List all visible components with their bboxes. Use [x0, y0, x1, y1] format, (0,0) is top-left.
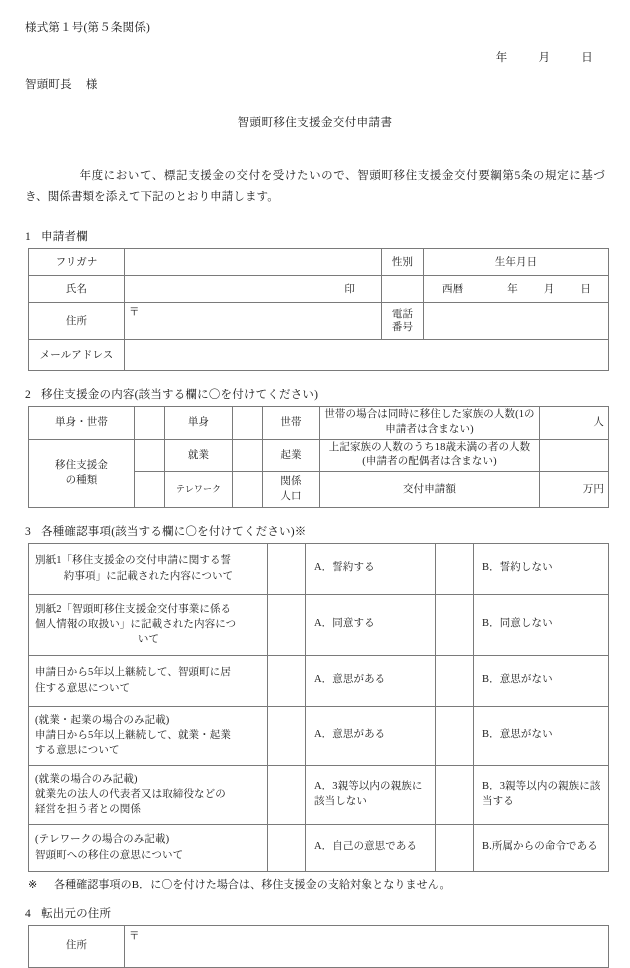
checkbox-telework[interactable]: [135, 472, 165, 507]
table-row-email: [29, 340, 609, 371]
checkbox-related-population[interactable]: [233, 472, 263, 507]
label-single-or-household: 単身・世帯: [29, 407, 135, 439]
section1-heading: [25, 228, 605, 244]
value-telephone[interactable]: [424, 303, 609, 340]
date-line: [25, 49, 605, 65]
addressee-name: 智頭町長: [25, 78, 72, 91]
question-pledge-line1: 別紙1「移住支援金の交付申請に関する誓: [35, 555, 232, 567]
label-previous-address: 住所: [29, 925, 125, 967]
option-related-population-line1: 関係: [280, 476, 302, 488]
checkbox-residence-a[interactable]: [268, 655, 306, 706]
table-row: [29, 824, 609, 871]
section3-note: [28, 876, 605, 892]
checkbox-single[interactable]: [135, 407, 165, 439]
question-relative-relation-line3: 経営を担う者との関係: [35, 804, 141, 816]
question-telework-intent: [29, 824, 268, 871]
option-privacy-a: A．同意する: [306, 594, 436, 655]
question-telework-intent-line1: (テレワークの場合のみ記載): [35, 834, 170, 846]
date-day-label: 日: [581, 51, 593, 64]
label-telephone-line1: 電話: [391, 309, 414, 321]
option-telework-intent-b: B.所属からの命令である: [474, 824, 609, 871]
option-work-continuation-a: A．意思がある: [306, 706, 436, 765]
value-name[interactable]: [125, 276, 382, 303]
value-furigana[interactable]: [125, 249, 382, 276]
question-residence-line2: 住する意思について: [35, 682, 131, 694]
question-work-continuation: [29, 706, 268, 765]
question-relative-relation-line1: (就業の場合のみ記載): [35, 773, 138, 785]
label-name: 氏名: [29, 276, 125, 303]
checkbox-household[interactable]: [233, 407, 263, 439]
question-pledge-line2: 約事項」に記載された内容について: [63, 570, 234, 582]
checkbox-telework-intent-a[interactable]: [268, 824, 306, 871]
label-telephone-line2: 番号: [391, 322, 414, 334]
label-birthdate: 生年月日: [424, 249, 609, 276]
value-gender[interactable]: [382, 276, 424, 303]
value-minor-count[interactable]: [540, 439, 609, 471]
question-work-continuation-line2: 申請日から5年以上継続して、就業・起業: [35, 729, 231, 741]
table-row: [29, 543, 609, 594]
question-privacy-line3: いて: [137, 634, 160, 646]
description-minor-count: 上記家族の人数のうち18歳未満の者の人数(申請者の配偶者は含まない): [320, 439, 540, 471]
table-row-support-type-1: [29, 439, 609, 471]
option-residence-b: B．意思がない: [474, 655, 609, 706]
option-pledge-b: B．誓約しない: [474, 543, 609, 594]
option-pledge-a: A．誓約する: [306, 543, 436, 594]
value-birthdate[interactable]: [424, 276, 609, 303]
date-month-label: 月: [538, 51, 551, 64]
intro-text: 年度において、標記支援金の交付を受けたいので、智頭町移住支援金交付要綱第5条の規定に基づき、関係書類を添えて下記のとおり申請します。: [25, 169, 605, 204]
form-number: 様式第１号(第５条関係): [25, 22, 151, 34]
checkbox-pledge-b[interactable]: [436, 543, 474, 594]
checkbox-work-continuation-b[interactable]: [436, 706, 474, 765]
label-gender: 性別: [382, 249, 424, 276]
section4-title: 転出元の住所: [41, 907, 112, 920]
question-work-continuation-line1: (就業・起業の場合のみ記載): [35, 714, 170, 726]
checkbox-relative-relation-b[interactable]: [436, 765, 474, 824]
table-row-previous-address: [29, 925, 609, 967]
checkbox-startup[interactable]: [233, 439, 263, 471]
label-furigana: フリガナ: [29, 249, 125, 276]
section2-number: 2: [25, 389, 31, 402]
postal-mark-icon: 〒: [129, 307, 140, 319]
addressee-line: [25, 76, 605, 92]
label-email: メールアドレス: [29, 340, 125, 371]
option-relative-relation-a: A．3親等以内の親族に該当しない: [306, 765, 436, 824]
birth-day-label: 日: [580, 283, 592, 295]
table-row-name: [29, 276, 609, 303]
checkbox-relative-relation-a[interactable]: [268, 765, 306, 824]
question-residence: [29, 655, 268, 706]
option-related-population: [263, 472, 320, 507]
checkbox-pledge-a[interactable]: [268, 543, 306, 594]
checkbox-work-continuation-a[interactable]: [268, 706, 306, 765]
label-support-type-line2: の種類: [65, 475, 98, 487]
value-previous-address[interactable]: [125, 925, 609, 967]
question-relative-relation-line2: 就業先の法人の代表者又は取締役などの: [35, 788, 226, 800]
option-employment: 就業: [165, 439, 233, 471]
option-single: 単身: [165, 407, 233, 439]
confirmation-items-table: [28, 543, 609, 872]
section4-heading: [25, 905, 605, 921]
option-work-continuation-b: B．意思がない: [474, 706, 609, 765]
document-title: 智頭町移住支援金交付申請書: [237, 116, 393, 129]
note-text: 各種確認事項のB．に〇を付けた場合は、移住支援金の支給対象となりません。: [54, 878, 451, 891]
question-pledge: [29, 543, 268, 594]
option-privacy-b: B．同意しない: [474, 594, 609, 655]
question-privacy-line1: 別紙2「智頭町移住支援金交付事業に係る: [35, 603, 232, 615]
option-residence-a: A．意思がある: [306, 655, 436, 706]
table-row-household-type: [29, 407, 609, 439]
value-family-count[interactable]: 人: [540, 407, 609, 439]
option-household: 世帯: [263, 407, 320, 439]
description-grant-amount: 交付申請額: [320, 472, 540, 507]
section3-heading: [25, 523, 605, 539]
section3-title: 各種確認事項(該当する欄に〇を付けてください)※: [41, 525, 307, 538]
table-row: [29, 594, 609, 655]
checkbox-telework-intent-b[interactable]: [436, 824, 474, 871]
era-label: 西暦: [442, 283, 464, 295]
addressee-honorific: 様: [85, 78, 98, 91]
checkbox-residence-b[interactable]: [436, 655, 474, 706]
option-telework-intent-a: A．自己の意思である: [306, 824, 436, 871]
value-address[interactable]: [125, 303, 382, 340]
support-content-table: [28, 406, 609, 507]
question-residence-line1: 申請日から5年以上継続して、智頭町に居: [35, 667, 231, 679]
table-row: [29, 706, 609, 765]
birth-month-label: 月: [543, 283, 555, 295]
option-telework: テレワーク: [165, 472, 233, 507]
note-mark-icon: ※: [28, 878, 38, 891]
seal-mark: 印: [344, 283, 355, 295]
section3-number: 3: [25, 525, 31, 538]
table-row: [29, 765, 609, 824]
option-startup: 起業: [263, 439, 320, 471]
label-telephone: [382, 303, 424, 340]
applicant-table: [28, 248, 609, 371]
checkbox-privacy-a[interactable]: [268, 594, 306, 655]
birth-year-label: 年: [507, 283, 518, 295]
table-row: [29, 655, 609, 706]
label-support-type-line1: 移住支援金: [55, 459, 108, 471]
date-year-label: 年: [495, 51, 508, 64]
question-privacy-line2: 個人情報の取扱い」に記載された内容につ: [35, 618, 237, 630]
postal-mark-icon: 〒: [129, 930, 140, 942]
section2-heading: [25, 386, 605, 402]
intro-paragraph: [25, 166, 605, 209]
question-telework-intent-line2: 智頭町への移住の意思について: [35, 849, 184, 861]
table-row-furigana: [29, 249, 609, 276]
section1-number: 1: [25, 231, 31, 244]
checkbox-privacy-b[interactable]: [436, 594, 474, 655]
section1-title: 申請者欄: [41, 231, 88, 244]
question-relative-relation: [29, 765, 268, 824]
question-privacy: [29, 594, 268, 655]
section4-number: 4: [25, 907, 31, 920]
value-grant-amount[interactable]: 万円: [540, 472, 609, 507]
previous-address-table: [28, 925, 609, 968]
question-work-continuation-line3: する意思について: [35, 745, 120, 757]
option-related-population-line2: 人口: [280, 491, 302, 503]
option-relative-relation-b: B．3親等以内の親族に該当する: [474, 765, 609, 824]
checkbox-employment[interactable]: [135, 439, 165, 471]
value-email[interactable]: [125, 340, 609, 371]
table-row-address: [29, 303, 609, 340]
section2-title: 移住支援金の内容(該当する欄に〇を付けてください): [41, 389, 319, 402]
label-support-type: [29, 439, 135, 507]
description-family-count: 世帯の場合は同時に移住した家族の人数(1の申請者は含まない): [320, 407, 540, 439]
label-address: 住所: [29, 303, 125, 340]
